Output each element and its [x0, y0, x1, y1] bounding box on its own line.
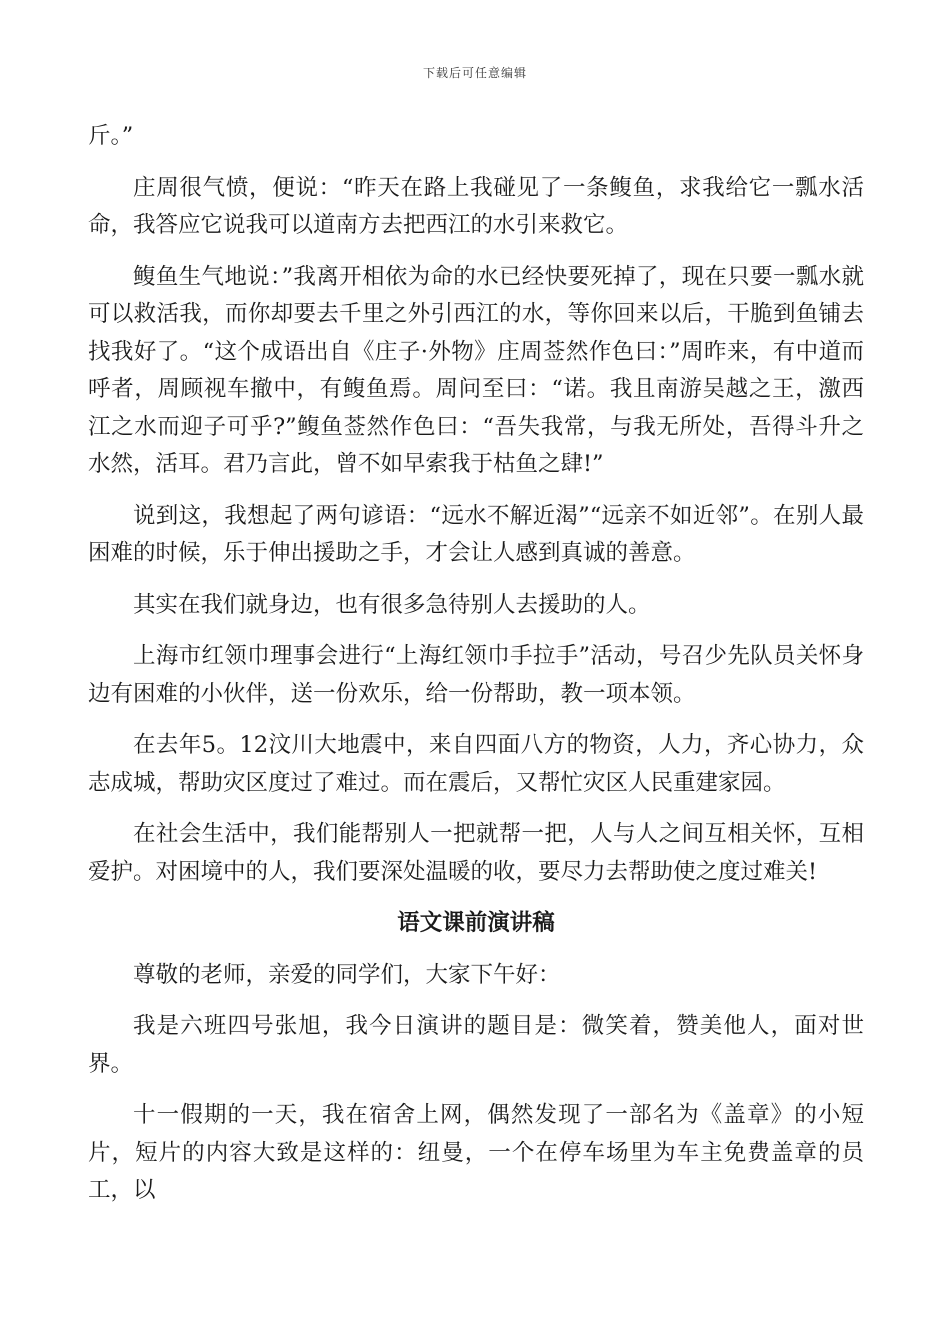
paragraph: 说到这，我想起了两句谚语：“远水不解近渴”“远亲不如近邻”。在别人最困难的时候，乐于伸出援助之手，才会让人感到真诚的善意。	[88, 502, 864, 566]
paragraph: 我是六班四号张旭，我今日演讲的题目是：微笑着，赞美他人，面对世界。	[88, 1013, 864, 1077]
document-body	[88, 118, 864, 1224]
paragraph: 庄周很气愤，便说：“昨天在路上我碰见了一条鳆鱼，求我给它一瓢水活命，我答应它说我可以道南方去把西江的水引来救它。	[88, 174, 864, 238]
paragraph: 其实在我们就身边，也有很多急待别人去援助的人。	[133, 591, 651, 618]
paragraph: 十一假期的一天，我在宿舍上网，偶然发现了一部名为《盖章》的小短片，短片的内容大致是这样的：纽曼，一个在停车场里为车主免费盖章的员工，以	[88, 1102, 864, 1203]
paragraph: 在去年5。12汶川大地震中，来自四面八方的物资，人力，齐心协力，众志成城，帮助灾区度过了难过。而在震后，又帮忙灾区人民重建家园。	[88, 732, 864, 796]
paragraph: 斤。”	[88, 123, 134, 149]
paragraph: 鳆鱼生气地说：”我离开相依为命的水已经快要死掉了，现在只要一瓢水就可以救活我，而你却要去千里之外引西江的水，等你回来以后，干脆到鱼铺去找我好了。“这个成语出自《庄子·外物》庄周莶然作色曰：”周昨来，有中道而呼者，周顾视车撤中，有鳆鱼焉。周问至曰：“诺。我且南游吴越之王，激西江之水而迎子可乎?”鳆鱼莶然作色曰：“吾失我常，与我无所处，吾得斗升之水然，活耳。君乃言此，曾不如早索我于枯鱼之肆!”	[88, 263, 864, 477]
paragraph: 上海市红领巾理事会进行“上海红领巾手拉手”活动，号召少先队员关怀身边有困难的小伙伴，送一份欢乐，给一份帮助，教一项本领。	[88, 643, 864, 707]
paragraph: 在社会生活中，我们能帮别人一把就帮一把，人与人之间互相关怀，互相爱护。对困境中的人，我们要深处温暖的收，要尽力去帮助使之度过难关!	[88, 821, 864, 885]
paragraph: 尊敬的老师，亲爱的同学们，大家下午好：	[133, 961, 561, 988]
section-title: 语文课前演讲稿	[397, 910, 555, 936]
page-header: 下载后可任意编辑	[422, 66, 527, 80]
